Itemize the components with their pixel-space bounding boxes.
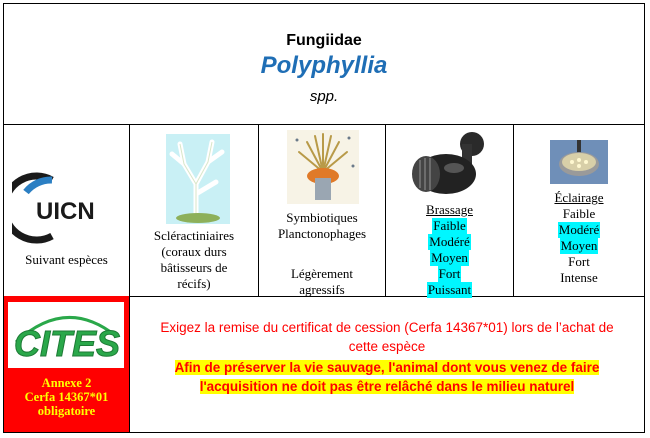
uicn-logo-icon — [12, 172, 122, 244]
coral-type-line-3: bâtisseurs de — [160, 260, 228, 275]
characteristics-row — [4, 124, 644, 297]
coral-type-line-1: Scléractiniaires — [153, 228, 235, 243]
cites-logo-icon — [8, 302, 124, 368]
species-card — [3, 3, 645, 433]
flow-cell — [386, 124, 514, 296]
wave-pump-icon — [410, 130, 494, 198]
lighting-level-intense: Intense — [560, 270, 598, 285]
release-line-1: Afin de préserver la vie sauvage, l'animal dont vous venez de faire — [174, 360, 600, 375]
flow-level-faible: Faible — [433, 218, 466, 233]
cites-cell — [4, 296, 130, 432]
flow-levels — [386, 202, 513, 298]
flow-title: Brassage — [426, 202, 473, 217]
certificate-line-2: cette espèce — [348, 339, 426, 354]
uicn-cell — [4, 124, 130, 296]
feeding-cell — [259, 124, 386, 296]
lighting-level-modere: Modéré — [558, 222, 600, 237]
coral-icon — [166, 134, 230, 224]
cites-logo — [8, 302, 124, 368]
flow-level-fort: Fort — [438, 266, 461, 281]
feeding-text — [259, 210, 385, 242]
aquarium-lamp-icon — [550, 140, 608, 184]
coral-type-cell — [130, 124, 259, 296]
plankton-polyp-icon — [287, 130, 359, 204]
regulation-row — [4, 296, 644, 432]
lighting-levels — [514, 190, 644, 286]
feeding-line-2: Planctonophages — [277, 226, 367, 241]
coral-type-text — [130, 228, 258, 292]
coral-type-line-2: (coraux durs — [161, 244, 227, 259]
behavior-text — [259, 266, 385, 298]
cites-line-3: obligatoire — [37, 404, 96, 418]
cites-line-1: Annexe 2 — [41, 376, 92, 390]
species-header — [4, 4, 644, 125]
lighting-level-faible: Faible — [562, 206, 596, 221]
genus-name: Polyphyllia — [260, 52, 388, 79]
feeding-line-1: Symbiotiques — [286, 210, 358, 225]
family-name: Fungiidae — [286, 32, 362, 49]
behavior-line-1: Légèrement — [290, 266, 354, 281]
uicn-logo-text: UICN — [36, 198, 95, 225]
lighting-level-moyen: Moyen — [560, 238, 598, 253]
release-line-2: l'acquisition ne doit pas être relâché dans le milieu naturel — [199, 379, 575, 394]
legal-notice — [130, 296, 644, 432]
flow-level-moyen: Moyen — [431, 250, 468, 265]
certificate-line-1: Exigez la remise du certificat de cession (Cerfa 14367*01) lors de l’achat de — [160, 320, 614, 335]
lighting-level-fort: Fort — [568, 254, 590, 269]
release-warning — [130, 358, 644, 396]
flow-level-puissant: Puissant — [427, 282, 472, 297]
lighting-cell — [514, 124, 644, 296]
cites-logo-text: CITES — [14, 323, 121, 364]
uicn-status: Suivant espèces — [25, 252, 108, 267]
coral-type-line-4: récifs) — [177, 276, 211, 291]
lighting-title: Éclairage — [554, 190, 604, 205]
flow-level-modere: Modéré — [429, 234, 470, 249]
species-name: spp. — [309, 88, 339, 105]
certificate-notice — [130, 318, 644, 356]
cites-line-2: Cerfa 14367*01 — [24, 390, 109, 404]
cites-requirements — [4, 376, 129, 418]
behavior-line-2: agressifs — [299, 282, 345, 297]
